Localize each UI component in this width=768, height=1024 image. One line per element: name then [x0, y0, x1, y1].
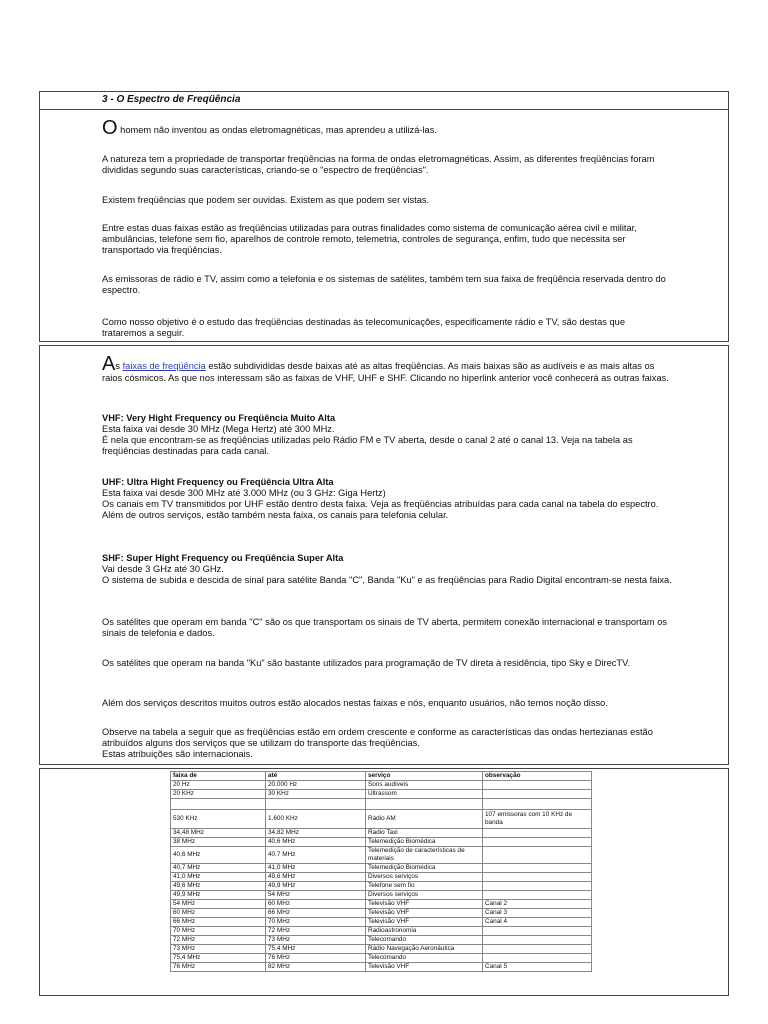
table-cell: Telemedição Biomédica: [366, 838, 483, 847]
paragraph-other-uses: Entre estas duas faixas estão as freqüências utilizadas para outras finalidades como sistema de comunicação aérea civil e militar, ambulâncias, telefone sem fio, aparelhos de controle remoto, telemetria, controles de segurança, enfim, tudo que necessita ser transportado via freqüências.: [102, 223, 637, 255]
table-cell: 1.600 KHz: [266, 810, 366, 829]
table-row: [171, 918, 592, 927]
vhf-title: VHF: Very Hight Frequency ou Freqüência Muito Alta: [102, 413, 336, 423]
paragraph-objective: Como nosso objetivo é o estudo das freqüências destinadas às telecomunicações, especificamente rádio e TV, são destas que trataremos a seguir.: [102, 317, 626, 338]
paragraph-band-c: Os satélites que operam em banda "C" são os que transportam os sinais de TV aberta, permitem conexão internacional e transportam os sinais de telefonia e dados.: [102, 617, 668, 638]
table-cell: [483, 838, 592, 847]
table-cell: 73 MHz: [171, 945, 266, 954]
table-cell: Sons audíveis: [366, 781, 483, 790]
table-cell: [483, 864, 592, 873]
table-cell: 41,0 MHz: [266, 864, 366, 873]
table-cell: Rádio Navegação Aeronáutica: [366, 945, 483, 954]
table-row: [171, 799, 592, 810]
table-cell: Canal 2: [483, 900, 592, 909]
uhf-block: UHF: Ultra Hight Frequency ou Freqüência Ultra Alta Esta faixa vai desde 300 MHz até 3.000 MHz (ou 3 GHz: Giga Hertz) Os canais em TV transmitidos por UHF estão dentro desta faixa. Veja as freqüências atribuídas para cada canal na tabela do espectro. Além de outros serviços, estão também nesta faixa, os canais para telefonia celular.: [102, 477, 659, 520]
table-cell: 66 MHz: [266, 909, 366, 918]
paragraph-other-services: Além dos serviços descritos muitos outros estão alocados nestas faixas e nós, enquanto usuários, não temos noção disso.: [102, 698, 608, 708]
frequency-bands-link[interactable]: faixas de freqüência: [122, 361, 206, 371]
frequency-table: [170, 771, 592, 972]
paragraph-audible: Existem freqüências que podem ser ouvidas. Existem as que podem ser vistas.: [102, 195, 430, 205]
paragraph-band-ku: Os satélites que operam na banda "Ku" são bastante utilizados para programação de TV direta à residência, tipo Sky e DirecTV.: [102, 658, 631, 668]
bands-section: [39, 345, 729, 765]
table-cell: Radioastronomia: [366, 927, 483, 936]
bands-intro: As faixas de freqüência estão subdivididas desde baixas até as altas freqüências. As mais baixas são as audíveis e as mais altas os raios cósmicos. As que nos interessam são as faixas de VHF, UHF e SHF. Clicando no hiperlink anterior você conhecerá as outras faixas.: [102, 353, 669, 383]
table-cell: [266, 799, 366, 810]
table-row: [171, 847, 592, 864]
table-cell: 76 MHz: [266, 954, 366, 963]
table-cell: Canal 3: [483, 909, 592, 918]
frequency-table-section: [39, 768, 729, 996]
table-cell: 60 MHz: [266, 900, 366, 909]
table-row: [171, 909, 592, 918]
table-cell: Canal 4: [483, 918, 592, 927]
table-cell: 20 KHz: [171, 790, 266, 799]
table-cell: Diversos serviços: [366, 891, 483, 900]
table-cell: 60 MHz: [171, 909, 266, 918]
drop-initial: O: [102, 117, 118, 139]
header-cell: serviço: [366, 772, 483, 781]
table-cell: 40,6 MHz: [171, 847, 266, 864]
table-row: [171, 900, 592, 909]
intro-paragraph: [102, 119, 672, 137]
table-row: [171, 838, 592, 847]
table-row: [171, 790, 592, 799]
table-row: [171, 891, 592, 900]
table-cell: 73 MHz: [266, 936, 366, 945]
uhf-title: UHF: Ultra Hight Frequency ou Freqüência Ultra Alta: [102, 477, 334, 487]
table-header-row: [171, 772, 592, 781]
table-cell: 72 MHz: [266, 927, 366, 936]
table-cell: 70 MHz: [171, 927, 266, 936]
table-cell: Telemedição Biomédica: [366, 864, 483, 873]
table-cell: 20.000 Hz: [266, 781, 366, 790]
table-cell: Televisão VHF: [366, 909, 483, 918]
table-cell: Telecomando: [366, 936, 483, 945]
table-cell: Telemedição de características de materiais: [366, 847, 483, 864]
header-cell: até: [266, 772, 366, 781]
table-cell: 30 KHz: [266, 790, 366, 799]
table-cell: 34,48 MHz: [171, 829, 266, 838]
table-cell: 49,6 MHz: [266, 873, 366, 882]
table-row: [171, 927, 592, 936]
table-cell: 40,6 MHz: [266, 838, 366, 847]
header-cell: faixa de: [171, 772, 266, 781]
table-cell: Rádio AM: [366, 810, 483, 829]
table-cell: [171, 799, 266, 810]
table-cell: 70 MHz: [266, 918, 366, 927]
table-cell: [483, 799, 592, 810]
table-row: [171, 873, 592, 882]
table-cell: [483, 936, 592, 945]
table-cell: [483, 945, 592, 954]
vhf-block: VHF: Very Hight Frequency ou Freqüência Muito Alta Esta faixa vai desde 30 MHz (Mega Hertz) até 300 MHz. É nela que encontram-se as freqüências utilizadas pelo Rádio FM e TV aberta, desde o canal 2 até o canal 13. Veja na tabela as freqüências destinadas para cada canal.: [102, 413, 633, 456]
table-cell: 20 Hz: [171, 781, 266, 790]
section-title: 3 - O Espectro de Freqüência: [102, 94, 241, 105]
table-cell: 72 MHz: [171, 936, 266, 945]
table-cell: Telecomando: [366, 954, 483, 963]
drop-initial: A: [102, 353, 116, 375]
paragraph-broadcast: As emissoras de rádio e TV, assim como a telefonia e os sistemas de satélites, também tem sua faixa de freqüência reservada dentro do espectro.: [102, 274, 666, 295]
paragraph-nature: A natureza tem a propriedade de transportar freqüências na forma de ondas eletromagnéticas. Assim, as diferentes freqüências foram divididas segundo suas características, criando-se o "espectro de freqüências".: [102, 154, 655, 175]
table-cell: 107 emissoras com 10 KHz de banda: [483, 810, 592, 829]
table-cell: 82 MHz: [266, 963, 366, 972]
table-row: [171, 945, 592, 954]
section-title-row: [40, 92, 728, 110]
table-row: [171, 882, 592, 891]
table-row: [171, 963, 592, 972]
table-cell: Televisão VHF: [366, 918, 483, 927]
table-row: [171, 810, 592, 829]
table-cell: Ultrassom: [366, 790, 483, 799]
table-cell: Televisão VHF: [366, 963, 483, 972]
table-cell: Diversos serviços: [366, 873, 483, 882]
table-cell: [483, 954, 592, 963]
table-cell: Telefone sem fio: [366, 882, 483, 891]
table-row: [171, 864, 592, 873]
table-cell: Radio Taxi: [366, 829, 483, 838]
table-cell: 49,9 MHz: [266, 882, 366, 891]
table-cell: [483, 873, 592, 882]
table-cell: Canal 5: [483, 963, 592, 972]
table-cell: 76 MHz: [171, 963, 266, 972]
intro-text: homem não inventou as ondas eletromagnéticas, mas aprendeu a utilizá-las.: [117, 125, 437, 135]
table-cell: 41,0 MHz: [171, 873, 266, 882]
table-cell: 54 MHz: [266, 891, 366, 900]
table-cell: 34,82 MHz: [266, 829, 366, 838]
shf-block: SHF: Super Hight Frequency ou Freqüência Super Alta Vai desde 3 GHz até 30 GHz. O sistema de subida e descida de sinal para satélite Banda "C", Banda "Ku" e as freqüências para Radio Digital encontram-se nesta faixa.: [102, 553, 672, 585]
table-cell: 54 MHz: [171, 900, 266, 909]
shf-title: SHF: Super Hight Frequency ou Freqüência Super Alta: [102, 553, 344, 563]
table-cell: Televisão VHF: [366, 900, 483, 909]
paragraph-observe: Observe na tabela a seguir que as freqüências estão em ordem crescente e conforme as características das ondas hertezianas estão atribuídos alguns dos serviços que se utilizam do transporte das freqüências. Estas atribuições são internacionais.: [102, 727, 653, 759]
table-cell: [483, 790, 592, 799]
table-cell: 530 KHz: [171, 810, 266, 829]
table-cell: [483, 781, 592, 790]
header-cell: observação: [483, 772, 592, 781]
table-cell: 75,4 MHz: [171, 954, 266, 963]
table-cell: 75.4 MHz: [266, 945, 366, 954]
table-cell: 49,6 MHz: [171, 882, 266, 891]
spectrum-intro-section: [39, 91, 729, 342]
table-cell: 49,9 MHz: [171, 891, 266, 900]
table-cell: [483, 829, 592, 838]
table-row: [171, 954, 592, 963]
table-cell: [366, 799, 483, 810]
table-cell: [483, 927, 592, 936]
table-row: [171, 936, 592, 945]
table-cell: 40,7 MHz: [171, 864, 266, 873]
table-cell: 66 MHz: [171, 918, 266, 927]
table-cell: [483, 847, 592, 864]
table-row: [171, 829, 592, 838]
table-cell: [483, 891, 592, 900]
table-cell: 40.7 MHz: [266, 847, 366, 864]
table-cell: 38 MHz: [171, 838, 266, 847]
table-cell: [483, 882, 592, 891]
table-row: [171, 781, 592, 790]
